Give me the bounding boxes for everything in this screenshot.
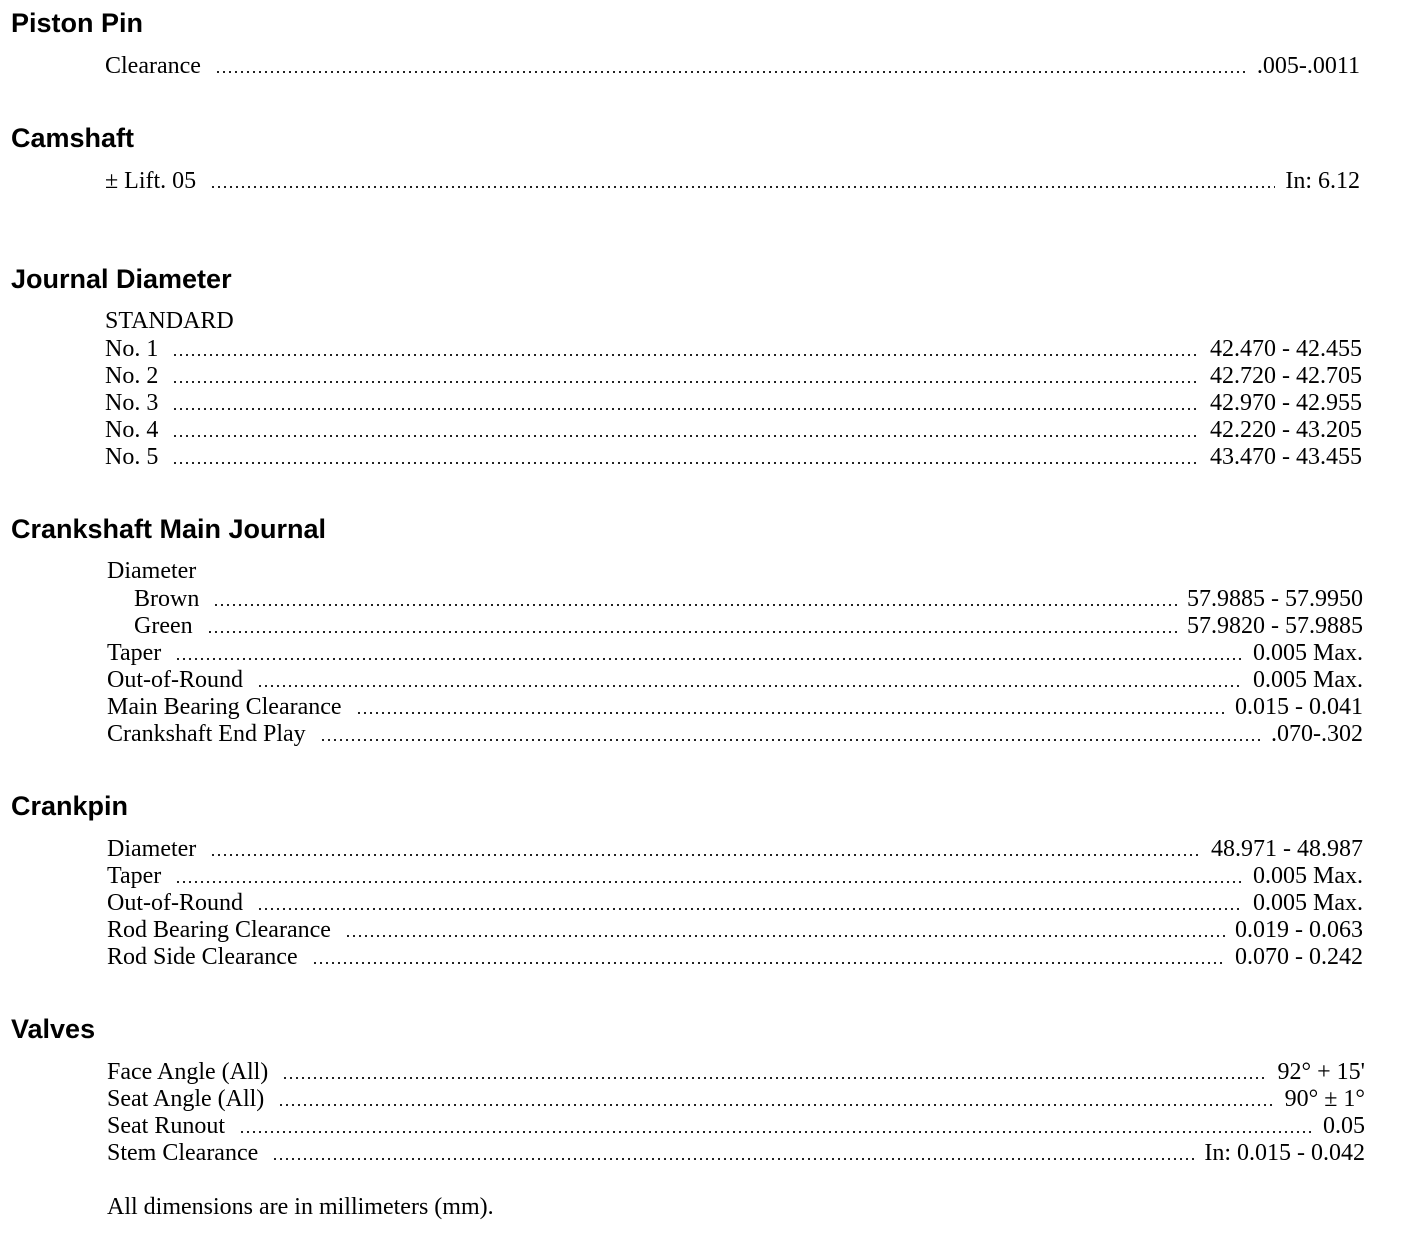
spec-value: 92° + 15' [1277, 1059, 1365, 1085]
dot-leader [257, 669, 1243, 689]
section-title-crankshaft-main-journal: Crankshaft Main Journal [11, 514, 327, 544]
spec-value: .005-.0011 [1256, 53, 1360, 79]
spec-value: 57.9885 - 57.9950 [1187, 586, 1363, 612]
spec-value: 0.019 - 0.063 [1235, 917, 1363, 943]
spec-label: ± Lift. 05 [105, 168, 197, 194]
spec-row-clearance [105, 52, 1360, 79]
dot-leader [175, 642, 1243, 662]
spec-row-face-angle [107, 1058, 1365, 1085]
spec-label: Out-of-Round [107, 667, 243, 693]
dot-leader [175, 865, 1243, 885]
spec-value: 42.470 - 42.455 [1210, 336, 1362, 362]
spec-row-no-3 [105, 389, 1362, 416]
spec-label: Crankshaft End Play [107, 721, 306, 747]
spec-label: Seat Runout [107, 1113, 225, 1139]
spec-value: 42.220 - 43.205 [1210, 417, 1362, 443]
spec-value: 0.005 Max. [1253, 863, 1363, 889]
spec-value: 42.720 - 42.705 [1210, 363, 1362, 389]
dot-leader [345, 919, 1225, 939]
subheading-diameter: Diameter [107, 558, 197, 584]
spec-label: Diameter [107, 836, 197, 862]
dot-leader [257, 892, 1243, 912]
spec-label: Green [134, 613, 193, 639]
spec-label: Seat Angle (All) [107, 1086, 265, 1112]
spec-label: Clearance [105, 53, 201, 79]
section-title-valves: Valves [11, 1014, 96, 1044]
spec-label: No. 5 [105, 444, 159, 470]
section-title-journal-diameter: Journal Diameter [11, 264, 232, 294]
spec-value: 0.005 Max. [1253, 667, 1363, 693]
spec-value: 57.9820 - 57.9885 [1187, 613, 1363, 639]
dot-leader [207, 615, 1177, 635]
dot-leader [215, 55, 1247, 75]
spec-row-no-2 [105, 362, 1362, 389]
spec-value: 0.05 [1323, 1113, 1365, 1139]
dot-leader [210, 838, 1201, 858]
spec-label: Main Bearing Clearance [107, 694, 342, 720]
spec-label: No. 3 [105, 390, 159, 416]
spec-label: Brown [134, 586, 200, 612]
spec-value: 48.971 - 48.987 [1211, 836, 1363, 862]
spec-value: 0.005 Max. [1253, 890, 1363, 916]
spec-value: 0.070 - 0.242 [1235, 944, 1363, 970]
spec-value: 90° ± 1° [1284, 1086, 1365, 1112]
spec-label: Rod Side Clearance [107, 944, 298, 970]
spec-row-seat-runout [107, 1112, 1365, 1139]
spec-value: 42.970 - 42.955 [1210, 390, 1362, 416]
spec-label: Rod Bearing Clearance [107, 917, 331, 943]
spec-label: Taper [107, 863, 162, 889]
section-title-piston-pin: Piston Pin [11, 8, 144, 38]
spec-label: Out-of-Round [107, 890, 243, 916]
spec-row-no-5 [105, 443, 1362, 470]
spec-label: Taper [107, 640, 162, 666]
spec-value: In: 6.12 [1285, 168, 1360, 194]
spec-value: .070-.302 [1271, 721, 1363, 747]
section-title-camshaft: Camshaft [11, 123, 135, 153]
spec-row-main-bearing-clearance [107, 693, 1363, 720]
dot-leader [210, 170, 1275, 190]
dot-leader [239, 1115, 1313, 1135]
subheading-standard: STANDARD [105, 308, 234, 334]
dot-leader [356, 696, 1225, 716]
spec-value: In: 0.015 - 0.042 [1204, 1140, 1365, 1166]
dot-leader [278, 1088, 1274, 1108]
spec-value: 0.015 - 0.041 [1235, 694, 1363, 720]
spec-row-stem-clearance [107, 1139, 1365, 1166]
spec-row-rod-bearing-clearance [107, 916, 1363, 943]
spec-row-out-of-round [107, 666, 1363, 693]
spec-row-lift [105, 167, 1360, 194]
spec-row-no-1 [105, 335, 1362, 362]
spec-label: Face Angle (All) [107, 1059, 269, 1085]
spec-row-no-4 [105, 416, 1362, 443]
spec-row-brown [134, 585, 1363, 612]
spec-label: No. 2 [105, 363, 159, 389]
spec-label: No. 4 [105, 417, 159, 443]
dot-leader [172, 419, 1200, 439]
spec-row-crankshaft-end-play [107, 720, 1363, 747]
spec-row-seat-angle [107, 1085, 1365, 1112]
footnote: All dimensions are in millimeters (mm). [107, 1194, 494, 1220]
spec-row-taper [107, 639, 1363, 666]
spec-value: 0.005 Max. [1253, 640, 1363, 666]
dot-leader [272, 1142, 1194, 1162]
dot-leader [172, 392, 1200, 412]
dot-leader [282, 1061, 1267, 1081]
dot-leader [172, 365, 1200, 385]
dot-leader [213, 588, 1177, 608]
dot-leader [320, 723, 1261, 743]
spec-row-green [134, 612, 1363, 639]
dot-leader [172, 446, 1200, 466]
dot-leader [172, 338, 1200, 358]
spec-label: Stem Clearance [107, 1140, 259, 1166]
spec-row-taper [107, 862, 1363, 889]
spec-label: No. 1 [105, 336, 159, 362]
spec-row-rod-side-clearance [107, 943, 1363, 970]
spec-value: 43.470 - 43.455 [1210, 444, 1362, 470]
section-title-crankpin: Crankpin [11, 791, 129, 821]
spec-row-out-of-round [107, 889, 1363, 916]
dot-leader [312, 946, 1225, 966]
spec-row-diameter [107, 835, 1363, 862]
